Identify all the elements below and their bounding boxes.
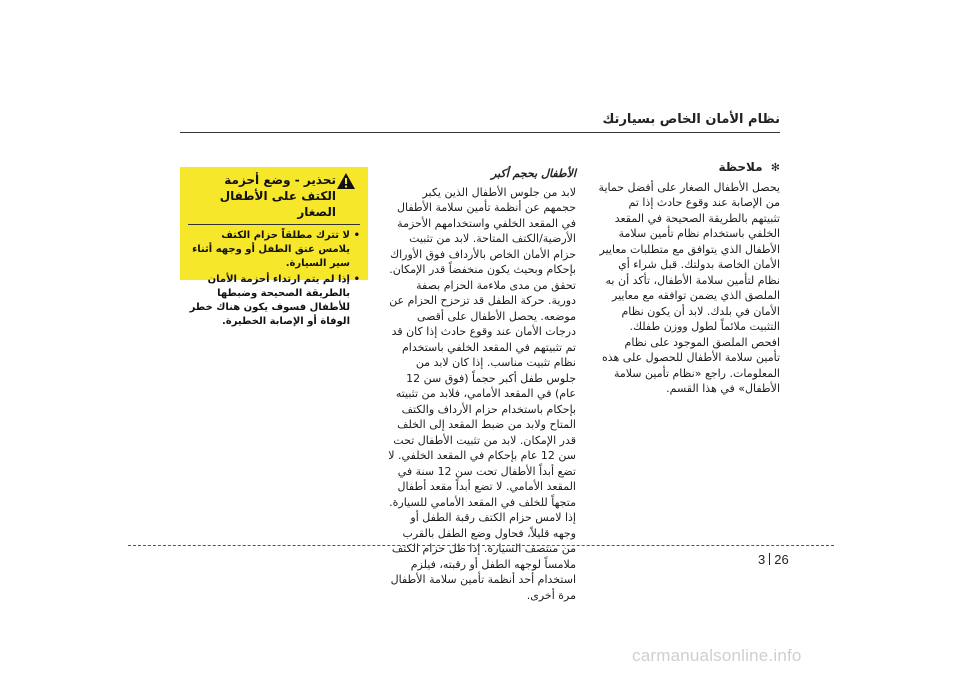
page-header-title: نظام الأمان الخاص بسيارتك — [602, 112, 780, 127]
watermark-text: carmanualsonline.info — [632, 646, 802, 665]
footer-divider — [128, 545, 834, 546]
note-column — [598, 160, 780, 397]
warning-divider — [188, 224, 360, 225]
note-heading — [598, 160, 780, 176]
page-number-separator — [769, 553, 770, 565]
children-section-title: الأطفال بحجم أكبر — [491, 167, 576, 180]
note-title: ملاحظة — [718, 160, 763, 174]
note-body: يحصل الأطفال الصغار على أفضل حماية من الإصابة عند وقوع حادث إذا تم تثبيتهم بالطريقة الصحيحة في المقعد الخلفي باستخدام نظام تأمين سلامة الأطفال الذي يتوافق مع متطلبات معايير الأمان الخاصة بدولتك. قبل شراء أي نظام لتأمين سلامة الأطفال، تأكد أن به الملصق الذي يضمن توافقه مع معايير الأمان في بلدك. لابد أن يكون نظام التثبيت ملائماً لطول ووزن طفلك. افحص الملصق الموجود على نظام تأمين سلامة الأطفال للحصول على هذه المعلومات. راجع «نظام تأمين سلامة الأطفال» في هذا القسم. — [598, 180, 780, 395]
page-number — [758, 552, 789, 567]
asterisk-icon: ✻ — [770, 161, 780, 174]
warning-title: تحذير - وضع أحزمة الكتف على الأطفال الصغار — [219, 173, 336, 219]
page-number-value: 26 — [774, 552, 789, 567]
chapter-number: 3 — [758, 552, 766, 567]
warning-header — [180, 167, 368, 220]
children-column — [388, 166, 576, 603]
warning-triangle-icon — [336, 172, 356, 190]
children-section-body: لابد من جلوس الأطفال الذين يكبر حجمهم عن أنظمة تأمين سلامة الأطفال في المقعد الخلفي واستخدامهم الأحزمة الأرضية/الكتف المتاحة. لابد من تثبيت حزام الأمان الخاص بالأرداف فوق الأوراك بإحكام وبحيث يكون منخفضاً قدر الإمكان. تحقق من مدى ملاءمة الحزام بصفة دورية. حركة الطفل قد تزحزح الحزام عن موضعه. يحصل الأطفال على أقصى درجات الأمان عند وقوع حادث إذا كان قد تم تثبيتهم في المقعد الخلفي باستخدام نظام تثبيت مناسب. إذا كان لابد من جلوس طفل أكبر حجماً (فوق سن 12 عام) في المقعد الأمامي، فلابد من تثبيته بإحكام باستخدام حزام الأرداف والكتف المتاح ولابد من ضبط المقعد إلى الخلف قدر الإمكان. لابد من تثبيت الأطفال تحت سن 12 عام بإحكام في المقعد الخلفي. لا تضع أبداً الأطفال تحت سن 12 سنة في المقعد الأمامي. لا تضع أبداً مقعد أطفال متجهاً للخلف في المقعد الأمامي للسيارة. إذا لامس حزام الكتف رقبة الطفل أو وجهه قليلاً، فحاول وضع الطفل بالقرب من منتصف السيارة. إذا ظل حزام الكتف ملامساً لوجهه الطفل أو رقبته، فيلزم استخدام أحد أنظمة تأمين سلامة الأطفال مرة أخرى. — [388, 185, 576, 602]
warning-box — [180, 167, 368, 327]
warning-item: • لا تترك مطلقاً حزام الكتف يلامس عنق الطفل أو وجهه أثناء سير السيارة. — [188, 229, 360, 271]
header-divider — [180, 132, 780, 133]
warning-list — [180, 229, 368, 329]
warning-item: • إذا لم يتم ارتداء أحزمة الأمان بالطريقة الصحيحة وضبطها للأطفال فسوف يكون هناك خطر الوفاة أو الإصابة الخطيرة. — [188, 273, 360, 329]
